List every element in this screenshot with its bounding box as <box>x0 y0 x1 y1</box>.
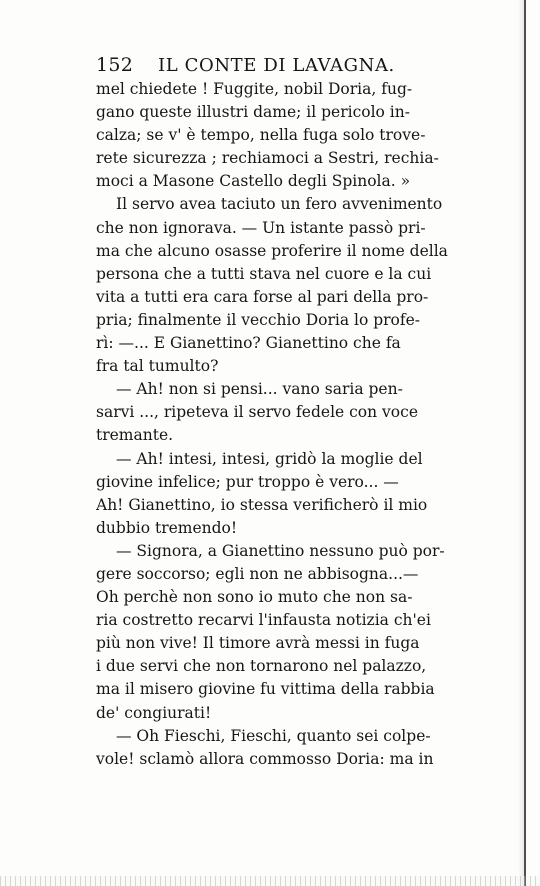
text-line: più non vive! Il timore avrà messi in fuga <box>96 634 420 653</box>
body-text <box>96 78 476 771</box>
text-line: Ah! Gianettino, io stessa verificherò il mio <box>96 495 428 514</box>
text-line: — Signora, a Gianettino nessuno può por- <box>116 541 445 560</box>
text-line: dubbio tremendo! <box>96 518 238 537</box>
text-line: Il servo avea taciuto un fero avvenimento <box>116 195 443 214</box>
text-line: persona che a tutti stava nel cuore e la cui <box>96 264 432 283</box>
text-line: ma il misero giovine fu vittima della rabbia <box>96 680 435 699</box>
text-line: gere soccorso; egli non ne abbisogna...— <box>96 564 419 583</box>
text-line: giovine infelice; pur troppo è vero... — <box>96 472 399 491</box>
scan-bottom-edge <box>0 876 540 886</box>
text-line: ria costretto recarvi l'infausta notizia ch'ei <box>96 611 431 630</box>
text-line: de' congiurati! <box>96 703 212 722</box>
text-line: moci a Masone Castello degli Spinola. » <box>96 172 411 191</box>
text-line: tremante. <box>96 426 174 445</box>
text-line: — Oh Fieschi, Fieschi, quanto sei colpe- <box>116 726 431 745</box>
text-line: — Ah! intesi, intesi, gridò la moglie del <box>116 449 423 468</box>
running-header <box>96 54 476 78</box>
text-line: rì: —... E Gianettino? Gianettino che fa <box>96 334 401 353</box>
text-line: vita a tutti era cara forse al pari della pro- <box>96 287 429 306</box>
text-line: Oh perchè non sono io muto che non sa- <box>96 588 413 607</box>
text-line: pria; finalmente il vecchio Doria lo profe- <box>96 310 421 329</box>
text-line: i due servi che non tornarono nel palazzo, <box>96 657 427 676</box>
text-line: sarvi ..., ripeteva il servo fedele con voce <box>96 403 418 422</box>
running-title: IL CONTE DI LAVAGNA. <box>158 55 395 76</box>
text-line: ma che alcuno osasse proferire il nome della <box>96 241 448 260</box>
text-line: calza; se v' è tempo, nella fuga solo trove- <box>96 126 426 145</box>
text-line: mel chiedete ! Fuggite, nobil Doria, fug- <box>96 80 413 98</box>
text-line: fra tal tumulto? <box>96 357 219 376</box>
text-line: vole! sclamò allora commosso Doria: ma in <box>96 749 434 768</box>
page-edge-line <box>524 0 526 886</box>
page-number: 152 <box>96 54 134 76</box>
text-line: — Ah! non si pensi... vano saria pen- <box>116 380 403 399</box>
text-line: che non ignorava. — Un istante passò pri- <box>96 218 426 237</box>
page-text-block <box>96 54 476 771</box>
text-line: rete sicurezza ; rechiamoci a Sestri, rechia- <box>96 149 439 168</box>
text-line: gano queste illustri dame; il pericolo in- <box>96 103 410 122</box>
